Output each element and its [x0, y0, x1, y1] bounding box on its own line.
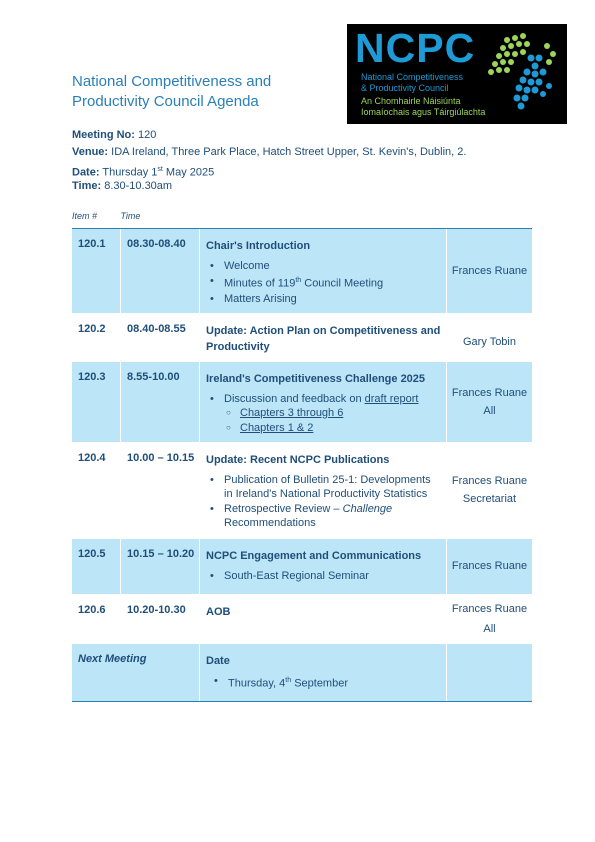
- row-owner: [447, 361, 533, 442]
- row-item: 120.1: [72, 229, 121, 314]
- table-row: [72, 313, 532, 361]
- header-time: Time: [121, 211, 200, 229]
- date-sup: st: [157, 166, 163, 173]
- sub-list: [224, 406, 442, 435]
- row-points: [206, 473, 442, 530]
- next-meeting-detail: [200, 643, 447, 701]
- row-points: [206, 392, 442, 435]
- owner-name: Frances Ruane: [451, 386, 528, 399]
- row-time: 10.15 – 10.20: [121, 538, 200, 594]
- row-owner: [447, 442, 533, 538]
- logo-line-4: Iomaíochais agus Táirgiúlachta: [361, 107, 486, 117]
- ireland-dot-mark-icon: [477, 28, 565, 120]
- row-title: Update: Recent NCPC Publications: [206, 453, 390, 466]
- row-owner: [447, 594, 533, 643]
- date-value-post: May 2025: [165, 166, 215, 179]
- table-row: [72, 442, 532, 538]
- meeting-label: Meeting No:: [72, 129, 135, 141]
- row-time: 8.55-10.00: [121, 361, 200, 442]
- agenda-table: [72, 211, 532, 702]
- header-topic: [200, 211, 447, 229]
- sub-list-item[interactable]: [240, 406, 442, 420]
- list-item: • South-East Regional Seminar: [224, 569, 442, 583]
- row-item: 120.3: [72, 361, 121, 442]
- row-topic: [200, 594, 447, 643]
- row-topic: [200, 361, 447, 442]
- table-row: [72, 538, 532, 594]
- next-meeting-label: Next Meeting: [72, 643, 200, 701]
- row-topic: [200, 442, 447, 538]
- owner-name: Secretariat: [462, 493, 517, 506]
- ncpc-logo: [347, 24, 567, 124]
- sub-list-item[interactable]: [240, 421, 442, 435]
- logo-acronym: NCPC: [355, 25, 476, 71]
- owner-name: Frances Ruane: [451, 475, 528, 488]
- row-owner: Frances Ruane: [447, 538, 533, 594]
- time-label: Time:: [72, 180, 102, 192]
- date-value-pre: Thursday 1: [102, 166, 158, 179]
- logo-line-2: & Productivity Council: [361, 83, 449, 93]
- row-topic: [200, 538, 447, 594]
- row-title: Ireland's Competitiveness Challenge 2025: [206, 372, 426, 385]
- chapters-1-2-link[interactable]: Chapters 1 & 2: [240, 421, 314, 434]
- owner-name: All: [483, 622, 496, 635]
- header-owner: [447, 211, 533, 229]
- row-title: NCPC Engagement and Communications: [206, 549, 422, 562]
- row-points: [206, 259, 442, 306]
- row-item: 120.2: [72, 313, 121, 361]
- list-item: • Retrospective Review – Challenge Recommendations: [224, 502, 442, 530]
- venue-value: IDA Ireland, Three Park Place, Hatch Street Upper, St. Kevin's, Dublin, 2.: [111, 146, 467, 158]
- row-topic: [200, 313, 447, 361]
- list-item: • Thursday, 4th September: [228, 674, 442, 691]
- venue: [72, 144, 466, 161]
- header-item: Item #: [72, 211, 121, 229]
- row-title: Chair's Introduction: [206, 240, 311, 252]
- row-time: 10.20-10.30: [121, 594, 200, 643]
- row-title: AOB: [206, 605, 231, 618]
- list-item: • Matters Arising: [224, 292, 442, 306]
- row-topic: [200, 229, 447, 314]
- table-row: [72, 594, 532, 643]
- row-owner: Gary Tobin: [447, 313, 533, 361]
- row-time: 10.00 – 10.15: [121, 442, 200, 538]
- row-time: 08.30-08.40: [121, 229, 200, 314]
- next-meeting-date-label: Date: [206, 654, 230, 667]
- next-meeting-points: [206, 674, 442, 691]
- row-item: 120.4: [72, 442, 121, 538]
- table-row: [72, 229, 532, 314]
- logo-line-3: An Chomhairle Náisiúnta: [361, 96, 461, 106]
- chapters-3-6-link[interactable]: Chapters 3 through 6: [240, 406, 344, 419]
- next-meeting-row: [72, 643, 532, 701]
- time-value: 8.30-10.30am: [104, 180, 173, 192]
- logo-line-1: National Competitiveness: [361, 72, 464, 82]
- table-header: [72, 211, 532, 229]
- time: [72, 178, 172, 195]
- date-label: Date:: [72, 166, 100, 179]
- meeting-number: [72, 127, 156, 144]
- list-item: • Publication of Bulletin 25-1: Developments in Ireland's National Productivity Statistics: [224, 473, 442, 501]
- row-owner: Frances Ruane: [447, 229, 533, 314]
- owner-name: All: [483, 404, 496, 417]
- page-title: National Competitiveness and Productivity Council Agenda: [72, 73, 272, 110]
- list-item: • Welcome: [224, 259, 442, 273]
- list-item: • Discussion and feedback on draft report ○ Chapters 3 through 6 ○ Chapters 1 & 2: [224, 392, 442, 435]
- row-item: 120.5: [72, 538, 121, 594]
- row-item: 120.6: [72, 594, 121, 643]
- next-meeting-owner: [447, 643, 533, 701]
- list-item: • Minutes of 119th Council Meeting: [224, 274, 442, 291]
- row-title: Update: Action Plan on Competitiveness and Productivity: [206, 324, 441, 353]
- draft-report-link[interactable]: draft report: [364, 392, 419, 405]
- meeting-value: 120: [138, 129, 157, 141]
- venue-label: Venue:: [72, 146, 109, 158]
- owner-name: Frances Ruane: [451, 602, 528, 615]
- row-points: [206, 569, 442, 583]
- row-time: 08.40-08.55: [121, 313, 200, 361]
- table-row: [72, 361, 532, 442]
